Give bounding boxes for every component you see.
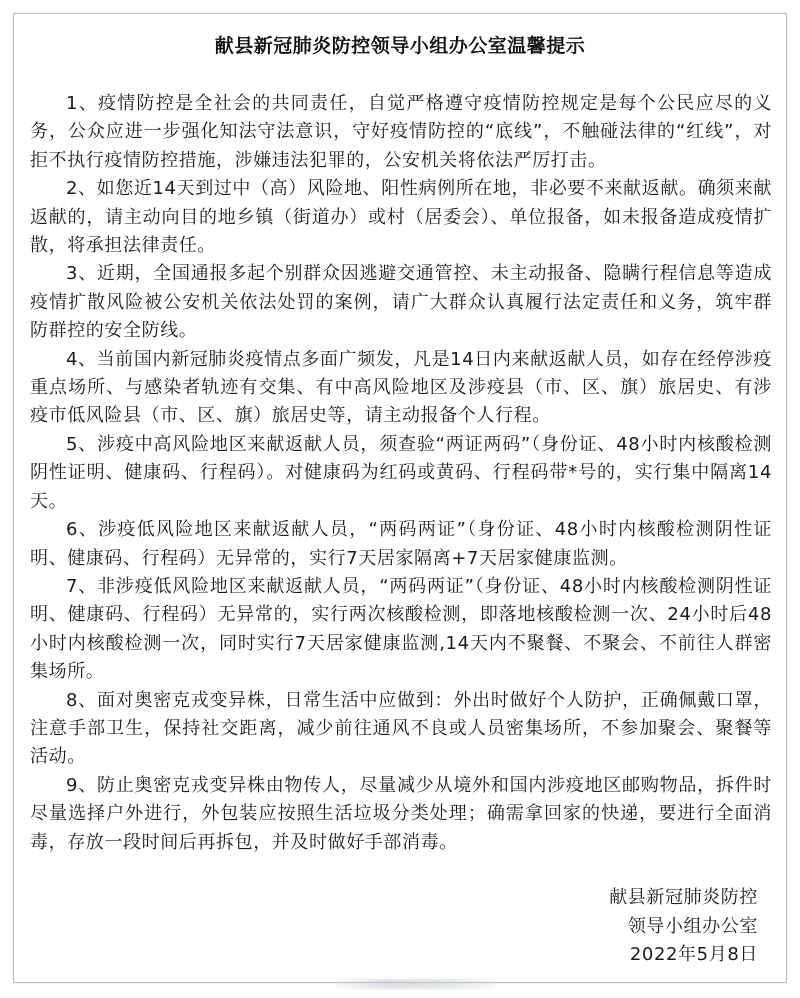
notice-item-9: 9、防止奥密克戎变异株由物传人，尽量减少从境外和国内涉疫地区邮购物品，拆件时尽量选择户外进行，外包装应按照生活垃圾分类处理；确需拿回家的快递，要进行全面消毒，存放一段时间后再拆包，并及时做好手部消毒。	[30, 774, 772, 853]
notice-item-1: 1、疫情防控是全社会的共同责任，自觉严格遵守疫情防控规定是每个公民应尽的义务，公众应进一步强化知法守法意识，守好疫情防控的“底线”，不触碰法律的“红线”，对拒不执行疫情防控措施，涉嫌违法犯罪的，公安机关将依法严厉打击。	[30, 93, 772, 171]
signature-org-line-2: 领导小组办公室	[627, 915, 758, 937]
notice-item-2: 2、如您近14天到过中（高）风险地、阳性病例所在地，非必要不来献返献。确须来献返献的，请主动向目的地乡镇（街道办）或村（居委会）、单位报备，如未报备造成疫情扩散，将承担法律责任。	[30, 178, 772, 257]
signature-org-line-1: 献县新冠肺炎防控	[609, 887, 758, 908]
notice-document	[13, 13, 787, 983]
watermark-smudge	[336, 979, 496, 989]
notice-body	[30, 90, 772, 857]
notice-item-4: 4、当前国内新冠肺炎疫情点多面广频发，凡是14日内来献返献人员，如存在经停涉疫重点场所、与感染者轨迹有交集、有中高风险地区及涉疫县（市、区、旗）旅居史、有涉疫市低风险县（市、区、旗）旅居史等，请主动报备个人行程。	[30, 348, 772, 427]
signature-date: 2022年5月8日	[629, 944, 758, 965]
notice-item-7: 7、非涉疫低风险地区来献返献人员，“两码两证”（身份证、48小时内核酸检测阴性证明、健康码、行程码）无异常的，实行两次核酸检测，即落地核酸检测一次、24小时后48小时内核酸检测一次，同时实行7天居家健康监测,14天内不聚餐、不聚会、不前往人群密集场所。	[30, 575, 772, 683]
notice-item-5: 5、涉疫中高风险地区来献返献人员，须查验“两证两码”（身份证、48小时内核酸检测阴性证明、健康码、行程码）。对健康码为红码或黄码、行程码带*号的，实行集中隔离14天。	[30, 433, 772, 512]
notice-title: 献县新冠肺炎防控领导小组办公室温馨提示	[214, 35, 586, 57]
notice-item-6: 6、涉疫低风险地区来献返献人员，“两码两证”（身份证、48小时内核酸检测阴性证明、健康码、行程码）无异常的，实行7天居家隔离+7天居家健康监测。	[30, 519, 772, 569]
notice-item-8: 8、面对奥密克戎变异株，日常生活中应做到：外出时做好个人防护，正确佩戴口罩，注意手部卫生，保持社交距离，减少前往通风不良或人员密集场所，不参加聚会、聚餐等活动。	[30, 689, 772, 768]
notice-item-3: 3、近期，全国通报多起个别群众因逃避交通管控、未主动报备、隐瞒行程信息等造成疫情扩散风险被公安机关依法处罚的案例，请广大群众认真履行法定责任和义务，筑牢群防群控的安全防线。	[30, 263, 772, 342]
signature-block	[609, 884, 758, 970]
